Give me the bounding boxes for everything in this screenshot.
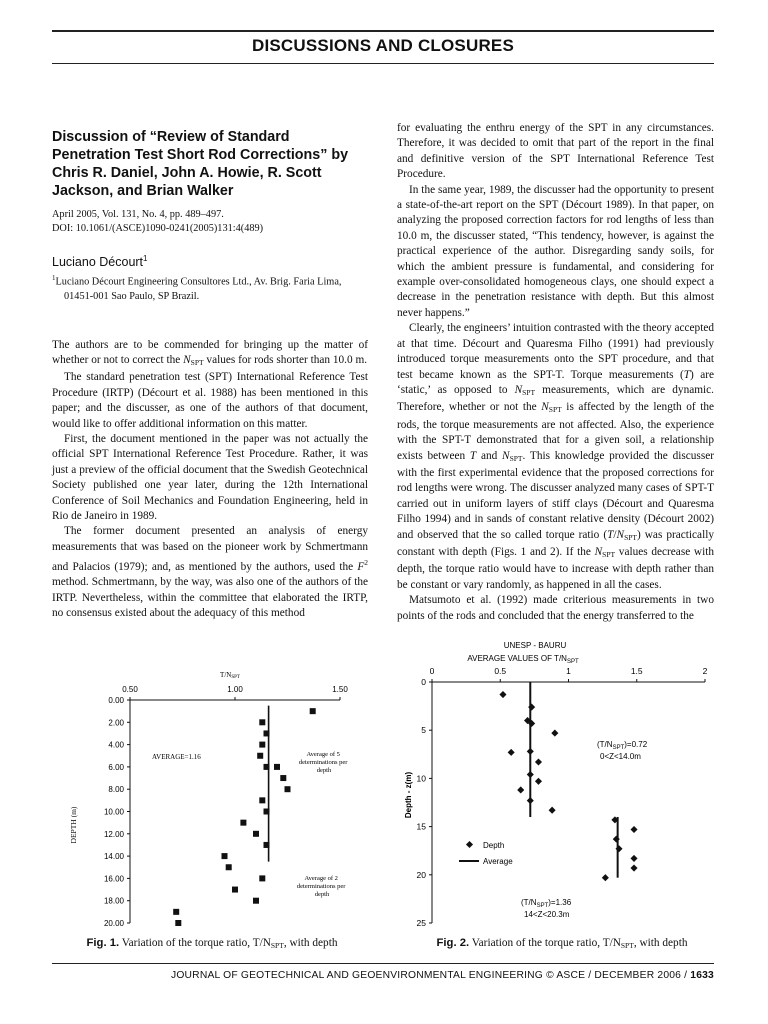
- header-top-rule: [52, 30, 714, 32]
- data-point: [257, 753, 263, 759]
- y-tick-label: 20: [416, 869, 426, 880]
- y-tick-label: 20.00: [103, 919, 124, 928]
- fig2-x-axis: [430, 666, 708, 682]
- y-tick-label: 10: [416, 773, 426, 784]
- data-point: [280, 775, 286, 781]
- y-tick-label: 25: [416, 918, 426, 928]
- text: is affected by the length of the rods, the torque measurements are not affected. Also, the experience with the SPT-T demonstrated that for a given soil, a relationship exists between: [397, 401, 714, 462]
- fig2-legend: [459, 841, 513, 866]
- superscript: 2: [364, 558, 368, 568]
- data-point: [551, 730, 558, 737]
- data-point: [285, 786, 291, 792]
- text: measurements, which are dynamic. Therefore, whether or not the: [397, 383, 714, 414]
- text: The authors are to be commended for bringing up the matter of whether or not to correct the: [52, 338, 368, 366]
- section-heading: DISCUSSIONS AND CLOSURES: [251, 36, 515, 55]
- x-tick-label: 0.5: [494, 666, 507, 676]
- data-point: [264, 730, 270, 736]
- fig2-annotation-1-range: 0<Z<14.0m: [600, 752, 641, 761]
- data-point: [517, 786, 524, 793]
- subscript: SPT: [624, 532, 638, 542]
- y-tick-label: 15: [416, 821, 426, 832]
- author-name: Luciano Décourt: [52, 255, 144, 270]
- data-point: [253, 831, 259, 837]
- legend-depth-marker: [466, 841, 473, 848]
- paragraph: [52, 338, 368, 371]
- author-superscript: 1: [143, 254, 148, 263]
- figure-2-caption: [397, 937, 727, 950]
- author: [52, 254, 368, 269]
- figure-2-chart: [397, 640, 727, 940]
- data-point: [259, 719, 265, 725]
- text: values for rods shorter than 10.0 m.: [203, 353, 368, 366]
- symbol: /: [613, 528, 617, 541]
- data-point: [615, 845, 622, 852]
- subscript: SPT: [190, 357, 204, 367]
- caption-label: Fig. 2.: [436, 937, 470, 949]
- paragraph: Matsumoto et al. (1992) made criterious measurements in two points of the rods and concluded that the energy transferred to the: [397, 594, 714, 622]
- data-point: [226, 864, 232, 870]
- subscript: SPT: [509, 453, 523, 463]
- data-point: [528, 704, 535, 711]
- paragraph: First, the document mentioned in the paper was not actually the official SPT International Reference Test Procedure. Rather, it was just a preview of the official document that the Swedish Geotechnical Society published one year later, during the 12th International Conference of Soil Mechanics and Foundation Engineering, held in Rio de Janeiro in 1989.: [52, 433, 368, 523]
- text: values decrease with depth, the torque ratio would have to increase with depth rather than be constant or vary randomly, as happened in all the cases.: [397, 545, 715, 591]
- data-point: [264, 764, 270, 770]
- paragraph: [397, 321, 714, 593]
- data-point: [240, 820, 246, 826]
- data-point: [549, 807, 556, 814]
- data-point: [253, 898, 259, 904]
- fig1-y-axis: [104, 696, 130, 928]
- symbol: N: [616, 528, 625, 541]
- affiliation: [52, 271, 368, 303]
- data-point: [175, 920, 181, 926]
- subscript: SPT: [602, 549, 616, 559]
- x-tick-label: 2: [702, 666, 708, 676]
- subscript: SPT: [548, 405, 562, 415]
- y-tick-label: 6.00: [108, 762, 124, 772]
- x-tick-label: 1.00: [227, 685, 243, 694]
- x-tick-label: 0: [429, 666, 435, 676]
- data-point: [602, 874, 609, 881]
- data-point: [259, 742, 265, 748]
- page-number: 1633: [690, 970, 714, 981]
- text: . This knowledge provided the discusser with the first experimental evidence that the proposed corrections for rod lengths were wrong. The discusser analyzed many cases of SPT-T carried out in uniform layers of stiff clays (Décourt and Quaresma Filho 1994) and in sands of constant relative density (Décourt 2002) and observed that the so called torque ratio (: [397, 449, 714, 541]
- symbol: F: [357, 561, 365, 574]
- data-point: [264, 842, 270, 848]
- data-point: [274, 764, 280, 770]
- data-point: [222, 853, 228, 859]
- symbol: N: [594, 545, 603, 558]
- data-point: [232, 887, 238, 893]
- fig2-title-line1: UNESP - BAURU: [503, 641, 567, 650]
- y-tick-label: 10.00: [103, 807, 124, 817]
- data-point: [310, 708, 316, 714]
- data-point: [527, 797, 534, 804]
- subscript: SPT: [522, 387, 536, 397]
- paragraph: The standard penetration test (SPT) International Reference Test Procedure (IRTP) (Décourt et al. 1988) has been mentioned in this paper; and the discusser, as one of the authors of that document, would like to offer additional information on this matter.: [52, 371, 368, 430]
- data-point: [259, 875, 265, 881]
- doi: DOI: 10.1061/(ASCE)1090-0241(2005)131:4(489): [52, 223, 264, 234]
- data-point: [264, 809, 270, 815]
- footer-rule: [52, 963, 714, 964]
- y-tick-label: 4.00: [108, 740, 124, 750]
- x-tick-label: 1.50: [332, 685, 348, 694]
- fig2-annotation-1: $(T/N_{SPT})=0.72$: [597, 740, 648, 751]
- caption-text: , with depth: [633, 937, 688, 949]
- y-tick-label: 16.00: [103, 874, 124, 884]
- page-footer: [171, 970, 714, 981]
- y-tick-label: 12.00: [103, 829, 124, 839]
- symbol: N: [502, 449, 510, 462]
- caption-text: Variation of the torque ratio, T/N: [121, 937, 271, 949]
- symbol: T: [469, 449, 477, 462]
- symbol: T: [683, 368, 690, 381]
- fig1-average-label: AVERAGE=1.16: [152, 753, 201, 761]
- text: method. Schmertmann, by the way, was also one of the authors of the IRTP. Nevertheless, within the committee that elaborated the IRTP, no consensus existed about the adequacy of this method: [52, 576, 368, 620]
- caption-text: , with depth: [283, 937, 338, 949]
- left-column: [52, 128, 368, 622]
- fig2-annotation-2: $(T/N_{SPT})=1.36$: [521, 898, 572, 909]
- fig1-points: [173, 708, 316, 926]
- data-point: [527, 748, 534, 755]
- footer-text: JOURNAL OF GEOTECHNICAL AND GEOENVIRONMENTAL ENGINEERING © ASCE / DECEMBER 2006 /: [170, 970, 691, 981]
- article-title: Discussion of “Review of Standard Penetration Test Short Rod Corrections” by Chris R. Daniel, John A. Howie, R. Scott Jackson, and Brian Walker: [52, 129, 349, 199]
- issue-info: April 2005, Vol. 131, No. 4, pp. 489–497.: [52, 209, 224, 220]
- y-tick-label: 14.00: [103, 852, 124, 862]
- y-tick-label: 2.00: [108, 718, 124, 728]
- caption-subscript: SPT: [620, 941, 634, 950]
- legend-depth-label: Depth: [483, 841, 505, 850]
- x-tick-label: 1.5: [630, 666, 643, 676]
- fig1-x-title: T/NSPT: [220, 671, 240, 680]
- x-tick-label: 0.50: [122, 685, 138, 694]
- data-point: [613, 836, 620, 843]
- text: Clearly, the engineers’ intuition contrasted with the theory accepted at that time. Décourt and Quaresma Filho (1991) had previously introduced torque measurements onto the SPT procedure, and that test became known as the SPT-T. Torque measurements (: [397, 322, 714, 381]
- fig1-note-5: Average of 5 determinations per depth: [298, 751, 348, 774]
- fig2-average-lines: [530, 682, 617, 878]
- fig2-annotation-2-range: 14<Z<20.3m: [524, 910, 570, 919]
- data-point: [535, 778, 542, 785]
- text: ) are ‘static,’ as opposed to: [397, 368, 714, 396]
- paragraph: for evaluating the enthru energy of the SPT in any circumstances. Therefore, it was decided to omit that part of the report in the final and definitive version of the SPT International Reference Test Procedure.: [397, 122, 714, 181]
- affiliation-text: Luciano Décourt Engineering Consultores Ltd., Av. Brig. Faria Lima, 01451-001 Sao Paulo, SP Brazil.: [55, 276, 342, 302]
- caption-text: Variation of the torque ratio, T/N: [471, 937, 621, 949]
- affiliation-superscript: 1: [52, 274, 56, 283]
- symbol: N: [541, 401, 549, 414]
- left-body: [52, 338, 368, 622]
- paragraph: [52, 524, 368, 621]
- text: ) was practically constant with depth (Figs. 1 and 2). If the: [397, 528, 714, 558]
- paragraph: In the same year, 1989, the discusser had the opportunity to present a state-of-the-art report on the SPT (Décourt 1989). In that paper, on analyzing the proposed correction factors for rod lengths of less than 10.0 m, the discusser stated, “This tendency, however, is against the practical experience of the author. Disregarding sandy soils, for which the ambient pressure is fundamental, and considering for example over-consolidated homogeneous clays, one should expect a decrease in the penetration resistance with depth. But this almost never happens.”: [397, 183, 714, 319]
- symbol: N: [183, 353, 191, 366]
- data-point: [527, 771, 534, 778]
- y-tick-label: 18.00: [103, 896, 124, 906]
- caption-label: Fig. 1.: [86, 937, 120, 949]
- y-tick-label: 0.00: [108, 696, 124, 705]
- figure-1-chart: [52, 665, 372, 940]
- header-bottom-rule: [52, 63, 714, 64]
- fig2-y-axis: [417, 677, 432, 928]
- y-tick-label: 5: [421, 725, 426, 736]
- data-point: [259, 797, 265, 803]
- y-tick-label: 8.00: [108, 785, 124, 795]
- text: and: [476, 449, 503, 462]
- data-point: [535, 758, 542, 765]
- data-point: [508, 749, 515, 756]
- symbol: N: [514, 383, 523, 396]
- caption-subscript: SPT: [270, 941, 284, 950]
- fig1-x-axis: [122, 685, 348, 700]
- legend-average-label: Average: [483, 857, 513, 866]
- figure-1-caption: [52, 937, 372, 950]
- data-point: [630, 865, 637, 872]
- fig2-y-title: Depth - z(m): [404, 771, 413, 819]
- data-point: [173, 909, 179, 915]
- fig2-title-line2: AVERAGE VALUES OF $T/N_{SPT}$: [467, 654, 579, 665]
- fig1-note-2: Average of 2 determinations per depth: [296, 875, 346, 898]
- right-column: [397, 121, 714, 624]
- text: The former document presented an analysis of energy measurements that was based on the pioneer work by Schmertmann and Palacios (1979); and, as mentioned by the authors, used the: [52, 525, 368, 574]
- symbol: T: [607, 528, 614, 541]
- data-point: [499, 691, 506, 698]
- x-tick-label: 1: [566, 666, 571, 676]
- data-point: [630, 855, 637, 862]
- fig1-y-title: DEPTH (m): [69, 806, 78, 844]
- data-point: [630, 826, 637, 833]
- y-tick-label: 0: [421, 677, 426, 687]
